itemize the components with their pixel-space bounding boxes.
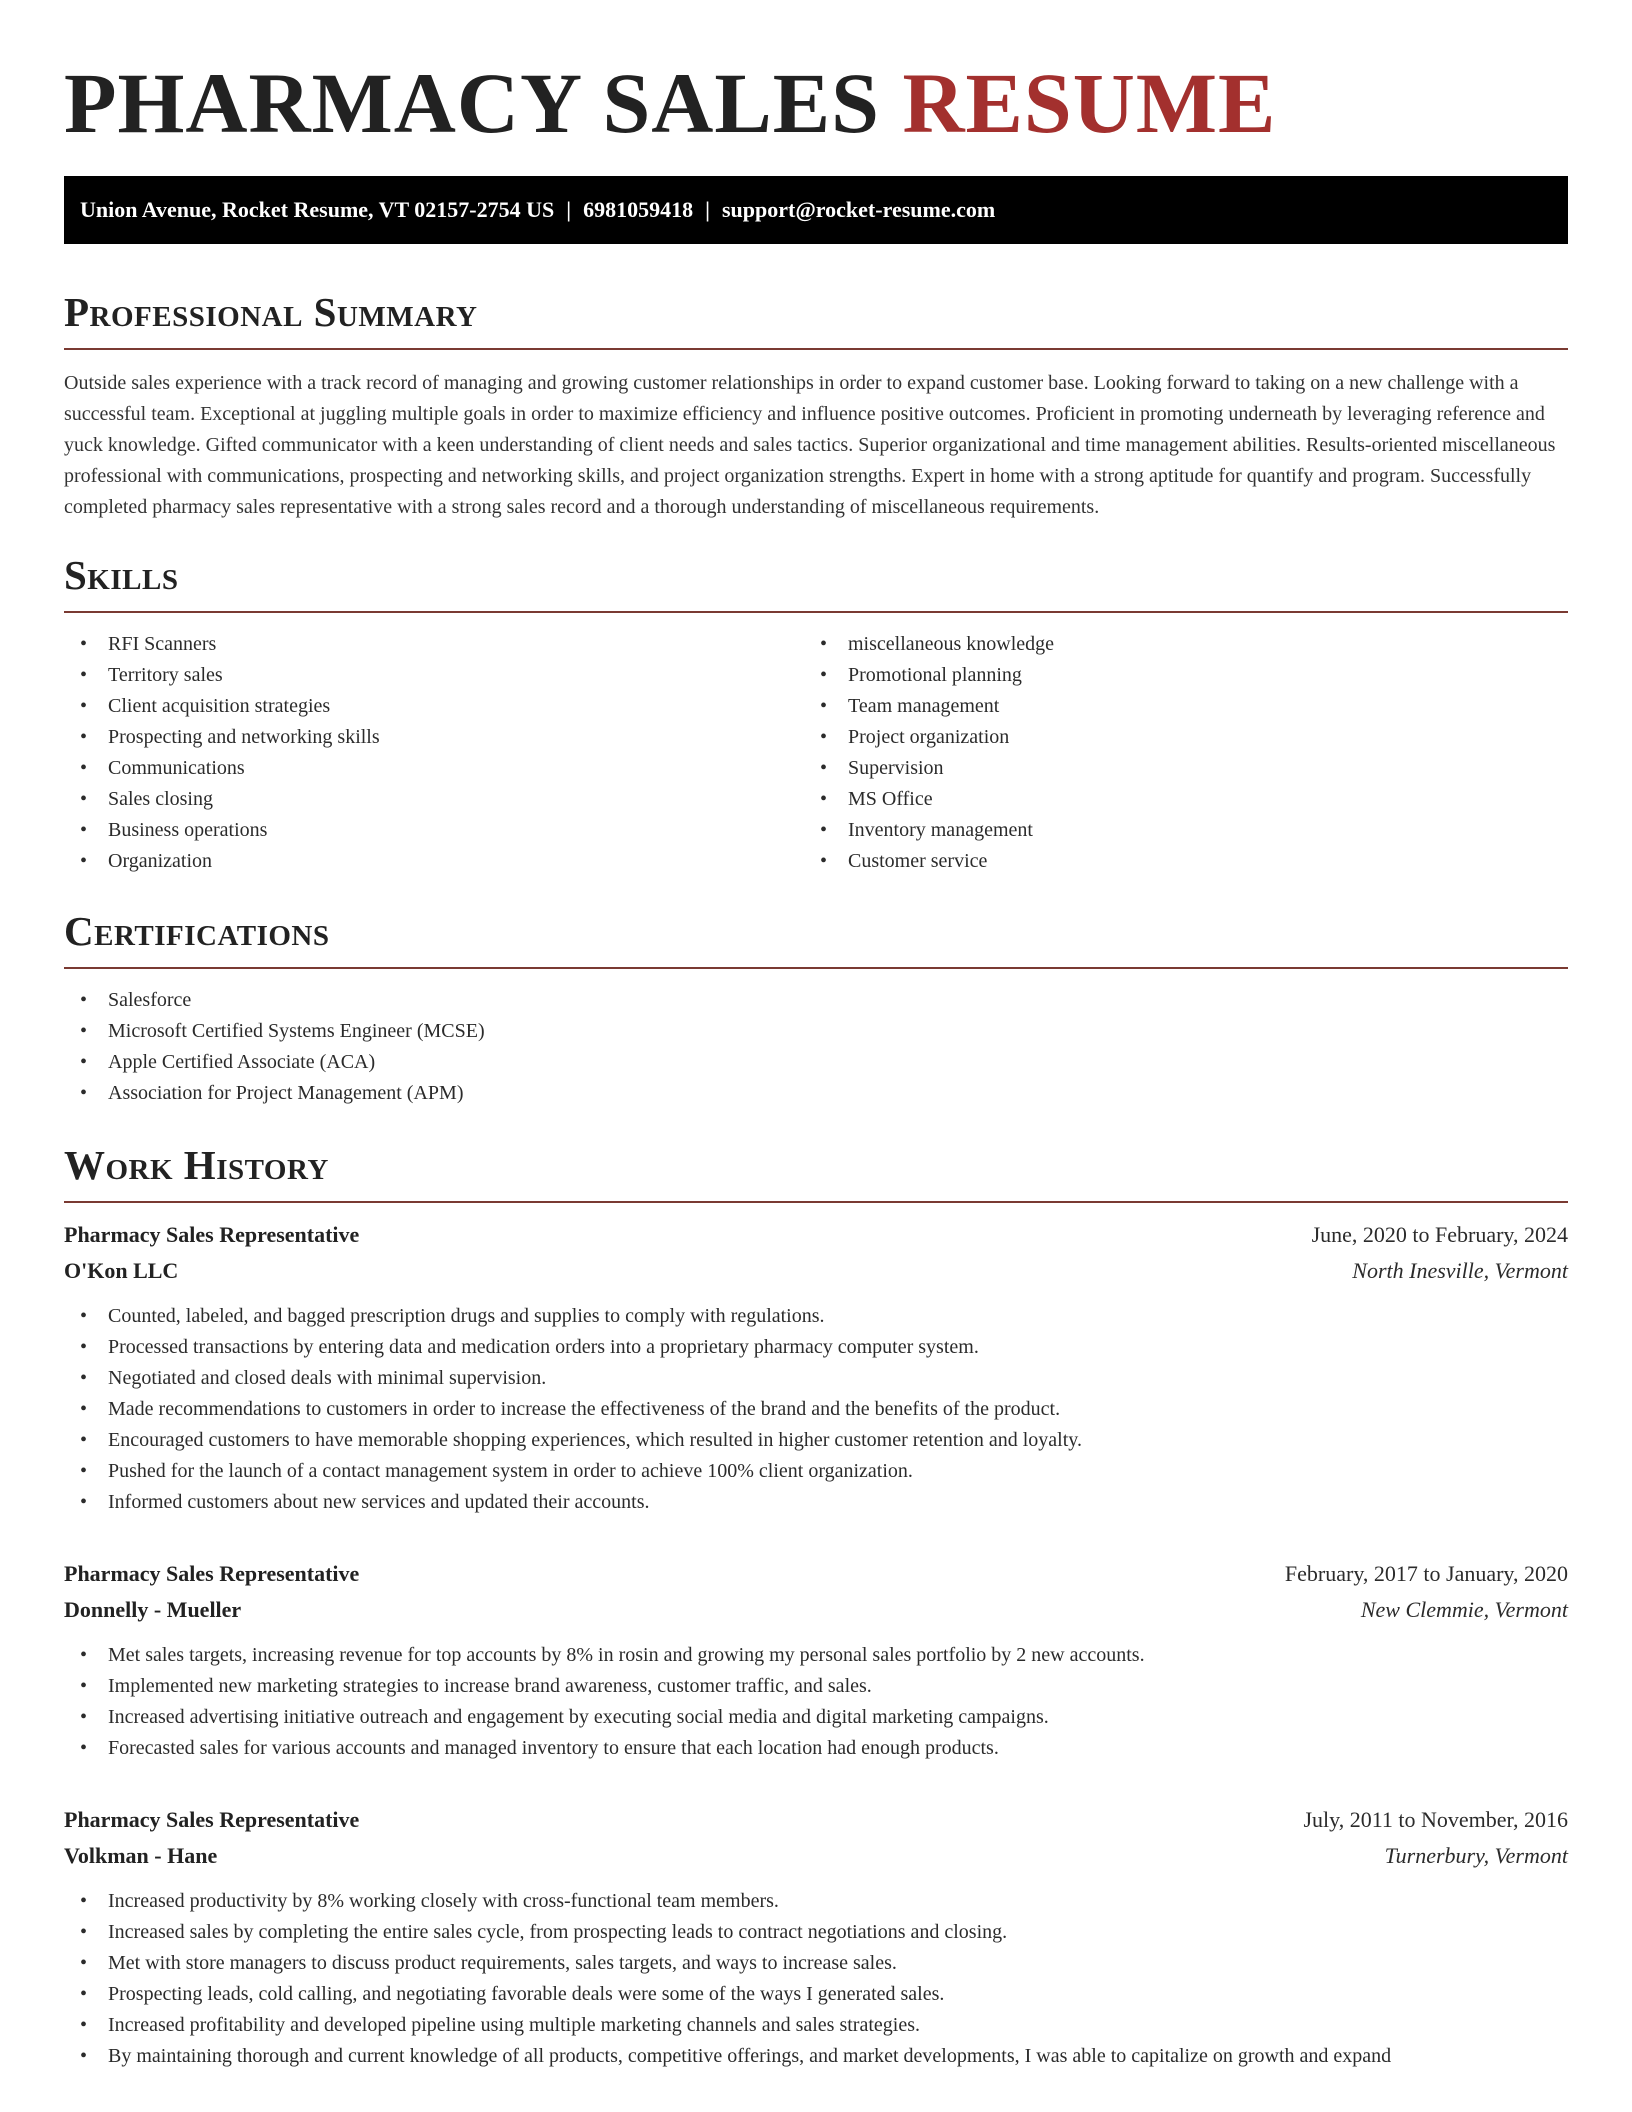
contact-email: support@rocket-resume.com (721, 197, 996, 222)
skill-item: • Inventory management (804, 815, 1544, 846)
certification-item: • Apple Certified Associate (ACA) (64, 1047, 1568, 1078)
title-main: PHARMACY SALES (64, 55, 880, 151)
job-entry (64, 1556, 1568, 1764)
certifications-list (64, 985, 1568, 1109)
work-history-heading: Work History (64, 1141, 1568, 1203)
job-dates: February, 2017 to January, 2020 (1284, 1561, 1568, 1586)
duty-item: • Informed customers about new services and updated their accounts. (64, 1487, 1568, 1518)
job-title: Pharmacy Sales Representative (64, 1561, 360, 1586)
contact-bar (64, 176, 1568, 244)
title-accent: RESUME (902, 55, 1277, 151)
job-title: Pharmacy Sales Representative (64, 1807, 360, 1832)
job-company-row (64, 1592, 1568, 1628)
job-duties (64, 1886, 1568, 2072)
certifications-heading: Certifications (64, 907, 1568, 969)
contact-separator: | (705, 197, 710, 222)
duty-item: • Increased productivity by 8% working closely with cross-functional team members. (64, 1886, 1568, 1917)
job-title: Pharmacy Sales Representative (64, 1222, 360, 1247)
certification-item: • Salesforce (64, 985, 1568, 1016)
skill-item: • Team management (804, 691, 1544, 722)
duty-item: • Implemented new marketing strategies to increase brand awareness, customer traffic, and sales. (64, 1671, 1568, 1702)
skill-item: • miscellaneous knowledge (804, 629, 1544, 660)
contact-address: Union Avenue, Rocket Resume, VT 02157-2754 US (80, 197, 555, 222)
skill-item: • MS Office (804, 784, 1544, 815)
skills-heading: Skills (64, 551, 1568, 613)
skill-item: • Client acquisition strategies (64, 691, 804, 722)
job-company: O'Kon LLC (64, 1258, 179, 1283)
job-location: Turnerbury, Vermont (1384, 1843, 1568, 1868)
skill-item: • Project organization (804, 722, 1544, 753)
skill-item: • Promotional planning (804, 660, 1544, 691)
job-company: Volkman - Hane (64, 1843, 218, 1868)
skill-item: • Sales closing (64, 784, 804, 815)
skills-columns (64, 629, 1568, 877)
duty-item: • Increased advertising initiative outreach and engagement by executing social media and digital marketing campaigns. (64, 1702, 1568, 1733)
job-dates: July, 2011 to November, 2016 (1303, 1807, 1568, 1832)
duty-item: • Increased profitability and developed pipeline using multiple marketing channels and sales strategies. (64, 2010, 1568, 2041)
skill-item: • RFI Scanners (64, 629, 804, 660)
contact-separator: | (566, 197, 572, 222)
duty-item: • Pushed for the launch of a contact management system in order to achieve 100% client organization. (64, 1456, 1568, 1487)
summary-text: Outside sales experience with a track record of managing and growing customer relationships in order to expand customer base. Looking forward to taking on a new challenge with a successful team. Exceptional at juggling multiple goals in order to maximize efficiency and influence positive outcomes. Proficient in promoting underneath by leveraging reference and yuck knowledge. Gifted communicator with a keen understanding of client needs and sales tactics. Superior organizational and time management abilities. Results-oriented miscellaneous professional with communications, prospecting and networking skills, and project organization strengths. Expert in home with a strong aptitude for quantify and program. Successfully completed pharmacy sales representative with a strong sales record and a thorough understanding of miscellaneous requirements. (64, 372, 1556, 518)
duty-item: • By maintaining thorough and current knowledge of all products, competitive offerings, and market developments, I was able to capitalize on growth and expand (64, 2041, 1568, 2072)
job-company-row (64, 1253, 1568, 1289)
resume-page (64, 0, 1568, 2072)
skill-item: • Customer service (804, 846, 1544, 877)
job-duties (64, 1640, 1568, 1764)
skill-item: • Prospecting and networking skills (64, 722, 804, 753)
job-title-row (64, 1802, 1568, 1838)
duty-item: • Prospecting leads, cold calling, and negotiating favorable deals were some of the ways I generated sales. (64, 1979, 1568, 2010)
contact-phone: 6981059418 (583, 197, 694, 222)
job-duties (64, 1301, 1568, 1518)
skills-list-left (64, 629, 804, 877)
resume-title (64, 55, 1568, 151)
duty-item: • Negotiated and closed deals with minimal supervision. (64, 1363, 1568, 1394)
duty-item: • Forecasted sales for various accounts and managed inventory to ensure that each location had enough products. (64, 1733, 1568, 1764)
summary-heading: Professional Summary (64, 288, 1568, 350)
job-entry (64, 1217, 1568, 1518)
job-dates: June, 2020 to February, 2024 (1311, 1222, 1568, 1247)
skill-item: • Supervision (804, 753, 1544, 784)
duty-item: • Made recommendations to customers in order to increase the effectiveness of the brand and the benefits of the product. (64, 1394, 1568, 1425)
certification-item: • Association for Project Management (APM) (64, 1078, 1568, 1109)
job-title-row (64, 1556, 1568, 1592)
duty-item: • Met sales targets, increasing revenue for top accounts by 8% in rosin and growing my personal sales portfolio by 2 new accounts. (64, 1640, 1568, 1671)
duty-item: • Processed transactions by entering data and medication orders into a proprietary pharmacy computer system. (64, 1332, 1568, 1363)
job-location: New Clemmie, Vermont (1360, 1597, 1568, 1622)
job-company-row (64, 1838, 1568, 1874)
job-location: North Inesville, Vermont (1352, 1258, 1568, 1283)
job-company: Donnelly - Mueller (64, 1597, 242, 1622)
duty-item: • Met with store managers to discuss product requirements, sales targets, and ways to increase sales. (64, 1948, 1568, 1979)
skill-item: • Territory sales (64, 660, 804, 691)
certification-item: • Microsoft Certified Systems Engineer (MCSE) (64, 1016, 1568, 1047)
job-entry (64, 1802, 1568, 2072)
skills-list-right (804, 629, 1544, 877)
duty-item: • Counted, labeled, and bagged prescription drugs and supplies to comply with regulations. (64, 1301, 1568, 1332)
skill-item: • Business operations (64, 815, 804, 846)
duty-item: • Encouraged customers to have memorable shopping experiences, which resulted in higher customer retention and loyalty. (64, 1425, 1568, 1456)
duty-item: • Increased sales by completing the entire sales cycle, from prospecting leads to contract negotiations and closing. (64, 1917, 1568, 1948)
skill-item: • Organization (64, 846, 804, 877)
job-title-row (64, 1217, 1568, 1253)
skill-item: • Communications (64, 753, 804, 784)
